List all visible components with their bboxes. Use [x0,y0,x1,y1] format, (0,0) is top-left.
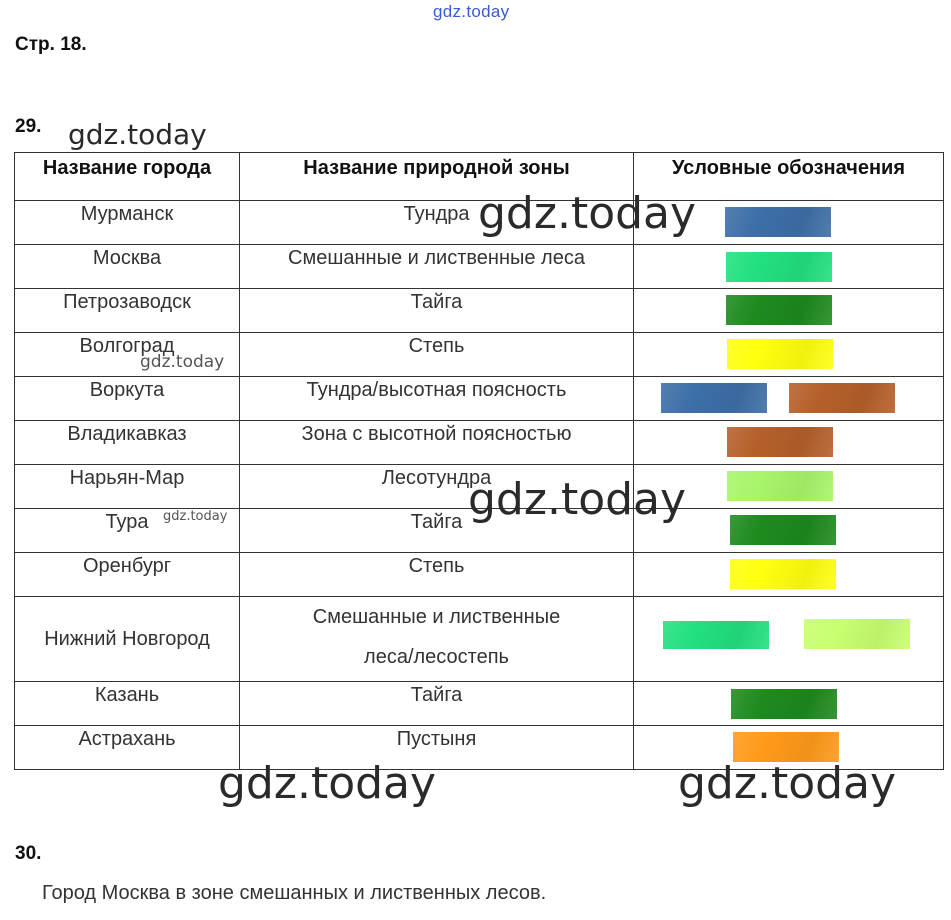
city-cell: Мурманск [15,201,240,245]
watermark: gdz.today [68,118,207,151]
legend-swatch [726,252,832,282]
city-cell: Волгоград [15,333,240,377]
column-header-zone: Название природной зоны [240,153,634,201]
legend-cell [634,245,944,289]
zone-cell: Пустыня [240,726,634,770]
column-header-city: Название города [15,153,240,201]
task-30-answer: Город Москва в зоне смешанных и лиственных лесов. [42,882,547,904]
zone-cell: Тайга [240,682,634,726]
city-cell: Тура [15,509,240,553]
page-reference: Стр. 18. [15,34,87,55]
legend-swatch [727,339,833,369]
legend-swatch [663,621,769,649]
table-row [15,245,944,289]
watermark: gdz.today [163,509,228,524]
legend-swatch [730,559,836,589]
legend-cell [634,597,944,682]
zone-cell: Тундра/высотная поясность [240,377,634,421]
legend-swatch [726,295,832,325]
watermark: gdz.today [140,352,225,372]
city-cell: Владикавказ [15,421,240,465]
legend-cell [634,421,944,465]
legend-swatch [725,207,831,237]
table-row [15,377,944,421]
column-header-legend: Условные обозначения [634,153,944,201]
city-cell: Оренбург [15,553,240,597]
task-30-number: 30. [15,843,42,864]
city-cell: Петрозаводск [15,289,240,333]
city-cell: Казань [15,682,240,726]
table-row [15,289,944,333]
zone-cell: Тайга [240,509,634,553]
legend-cell [634,682,944,726]
table-row [15,597,944,682]
watermark: gdz.today [468,474,687,525]
legend-cell [634,553,944,597]
zone-cell: Смешанные и лиственные леса [240,245,634,289]
table-row [15,553,944,597]
legend-cell [634,333,944,377]
legend-swatch [789,383,895,413]
site-header-link[interactable]: gdz.today [433,2,510,21]
legend-swatch [804,619,910,649]
legend-swatch [727,471,833,501]
task-29-number: 29. [15,116,42,137]
zone-line: Смешанные и лиственные [312,606,561,628]
legend-cell [634,377,944,421]
zone-cell: Степь [240,553,634,597]
table-row [15,682,944,726]
legend-cell [634,289,944,333]
zone-cell: Тайга [240,289,634,333]
city-cell: Нарьян-Мар [15,465,240,509]
city-cell: Москва [15,245,240,289]
watermark: gdz.today [478,188,697,239]
zone-cell: Тундра [240,201,634,245]
zone-line: леса/лесостепь [364,646,509,668]
watermark: gdz.today [678,758,897,809]
legend-swatch [731,689,837,719]
zone-cell: Зона с высотной поясностью [240,421,634,465]
legend-swatch [727,427,833,457]
city-cell: Астрахань [15,726,240,770]
legend-swatch [730,515,836,545]
table-row [15,421,944,465]
natural-zones-table [14,152,944,770]
zone-cell: Степь [240,333,634,377]
city-cell: Воркута [15,377,240,421]
zone-cell [240,597,634,682]
city-cell: Нижний Новгород [15,597,240,682]
zone-cell: Лесотундра [240,465,634,509]
watermark: gdz.today [218,758,437,809]
legend-swatch [661,383,767,413]
